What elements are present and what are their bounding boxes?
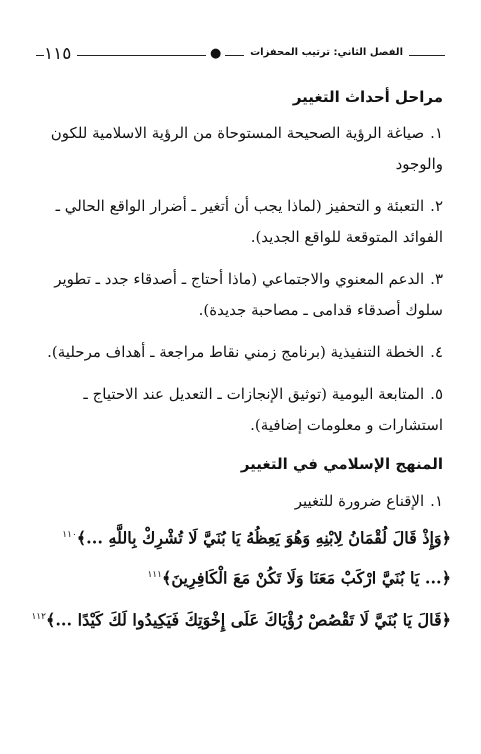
list-item [30,337,443,368]
list-item [30,118,443,180]
page-number: ١١٥ [44,44,77,64]
stages-list [30,118,443,452]
quran-verse [26,600,451,637]
verse-text: ﴿... يَا بُنَيَّ ارْكَبْ مَعَنَا وَلَا تَكُنْ مَعَ الْكَافِرِينَ﴾ [161,568,451,588]
running-header [36,44,445,66]
item-text: المتابعة اليومية (توثيق الإنجازات ـ التعديل عند الاحتياج ـ استشارات و معلومات إضافية). [83,385,443,434]
list-item [295,486,443,516]
item-text: التعبئة و التحفيز (لماذا يجب أن أتغير ـ أضرار الواقع الحالي ـ الفوائد المتوقعة للواقع الجديد). [55,197,443,246]
list-item [30,264,443,326]
running-title: الفصل الثاني: ترتيب المحفزات [244,47,409,58]
item-number: ١. [430,124,443,142]
section-heading-stages: مراحل أحداث التغيير [292,88,443,106]
quran-verse [26,558,451,595]
quran-verse [26,518,451,555]
item-text: الدعم المعنوي والاجتماعي (ماذا أحتاج ـ أصدقاء جدد ـ تطوير سلوك أصدقاء قدامى ـ مصاحبة جديدة). [54,270,443,319]
list-item [30,191,443,253]
item-text: الخطة التنفيذية (برنامج زمني نقاط مراجعة ـ أهداف مرحلية). [47,343,425,361]
item-text: صياغة الرؤية الصحيحة المستوحاة من الرؤية الاسلامية للكون والوجود [50,124,443,173]
item-number: ٢. [430,197,443,215]
footnote-ref: ١١١ [147,570,162,580]
header-bullet-icon: ● [206,46,225,61]
footnote-ref: ١١٠ [62,530,77,540]
footnote-ref: ١١٢ [31,612,46,622]
item-number: ١. [430,492,443,510]
item-number: ٥. [430,385,443,403]
section-heading-islamic-method: المنهج الإسلامي في التغيير [240,455,443,473]
item-number: ٤. [430,343,443,361]
verse-text: ﴿قَالَ يَا بُنَيَّ لَا تَقْصُصْ رُؤْيَاكَ عَلَى إِخْوَتِكَ فَيَكِيدُوا لَكَ كَيْدًا ...﴾ [45,610,451,630]
item-number: ٣. [430,270,443,288]
verse-text: ﴿وَإِذْ قَالَ لُقْمَانُ لِابْنِهِ وَهُوَ يَعِظُهُ يَا بُنَيَّ لَا تُشْرِكْ بِاللَّهِ ...﴾ [76,528,451,548]
list-item [30,379,443,441]
item-text: الإقناع ضرورة للتغيير [294,492,425,510]
